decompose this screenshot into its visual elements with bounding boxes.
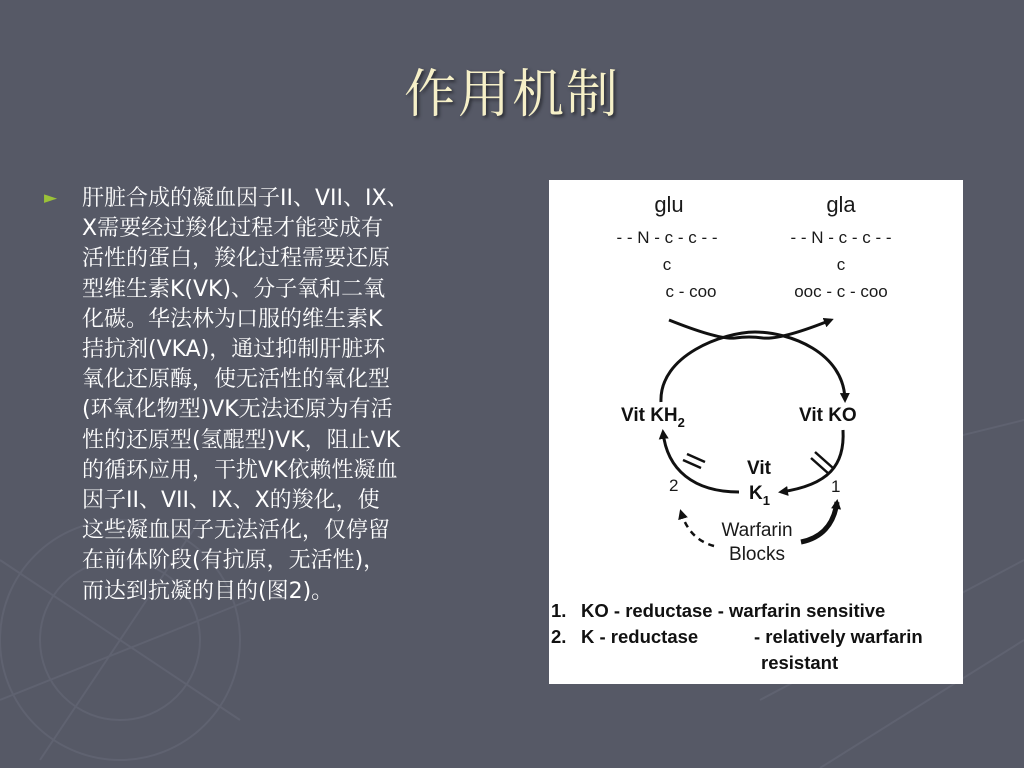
legend-item-2: K - reductase [581,626,699,647]
body-line: 因子II、VII、IX、X的羧化，使 [82,488,380,514]
vit-kh2-label [621,405,685,430]
warfarin-dashed-arrow [681,512,714,546]
vit-kh2-sub: 2 [677,415,685,430]
triangle-right-icon: ► [44,188,58,208]
body-line: X需要经过羧化过程才能变成有 [82,216,384,242]
warfarin-blocks-line1: Warfarin [721,520,793,541]
body-line: 化碳。华法林为口服的维生素K [82,306,383,332]
glu-structure-row: c - coo [665,282,717,301]
gla-label: gla [826,192,856,217]
vit-k1-label-line2 [749,483,770,508]
step-number-1: 1 [831,477,841,496]
legend-item-1: KO - reductase - warfarin sensitive [581,600,886,621]
vit-k1-sub: 1 [762,493,770,508]
body-line: (环氧化物型)VK无法还原为有活 [82,397,393,423]
warfarin-blocks-line2: Blocks [729,544,785,565]
vit-k1-main: K [749,483,763,504]
vit-kh2-main: Vit KH [621,405,678,426]
body-line: 拮抗剂(VKA)，通过抑制肝脏环 [82,337,386,363]
body-line: 性的还原型(氢醌型)VK，阻止VK [82,427,401,453]
body-paragraph [82,184,514,607]
block-mark-2 [683,454,705,468]
gla-structure-row: - - N - c - c - - [790,228,892,247]
body-line: 这些凝血因子无法活化，仅停留 [82,518,391,544]
glu-label: glu [654,192,684,217]
legend-item-2-note: - relatively warfarin [754,626,923,647]
glu-structure-row: - - N - c - c - - [616,228,718,247]
legend-item-2-note-cont: resistant [761,652,839,673]
body-line: 肝脏合成的凝血因子II、VII、IX、 [82,186,409,211]
glu-structure-row: c [662,255,672,274]
body-line: 在前体阶段(有抗原，无活性)， [82,548,386,574]
carboxylation-arc [669,320,831,338]
vit-k1-label-line1: Vit [747,458,771,479]
step-number-2: 2 [669,476,679,495]
body-line: 型维生素K(VK)、分子氧和二氧 [82,276,386,302]
body-line: 活性的蛋白，羧化过程需要还原 [82,246,391,272]
legend-number-1: 1. [551,600,567,621]
vit-ko-label: Vit KO [799,405,857,426]
gla-structure-row: c [836,255,846,274]
vitamin-k-cycle-figure [549,180,963,684]
body-line: 的循环应用，干扰VK依赖性凝血 [82,457,398,483]
body-line: 氧化还原酶，使无活性的氧化型 [82,367,391,393]
slide-title: 作用机制 [403,65,620,125]
oxidation-arrow [661,332,845,402]
warfarin-solid-arrow [801,502,837,542]
legend-number-2: 2. [551,626,567,647]
gla-structure-row: ooc - c - coo [794,282,888,301]
body-line: 而达到抗凝的目的(图2)。 [82,578,334,604]
